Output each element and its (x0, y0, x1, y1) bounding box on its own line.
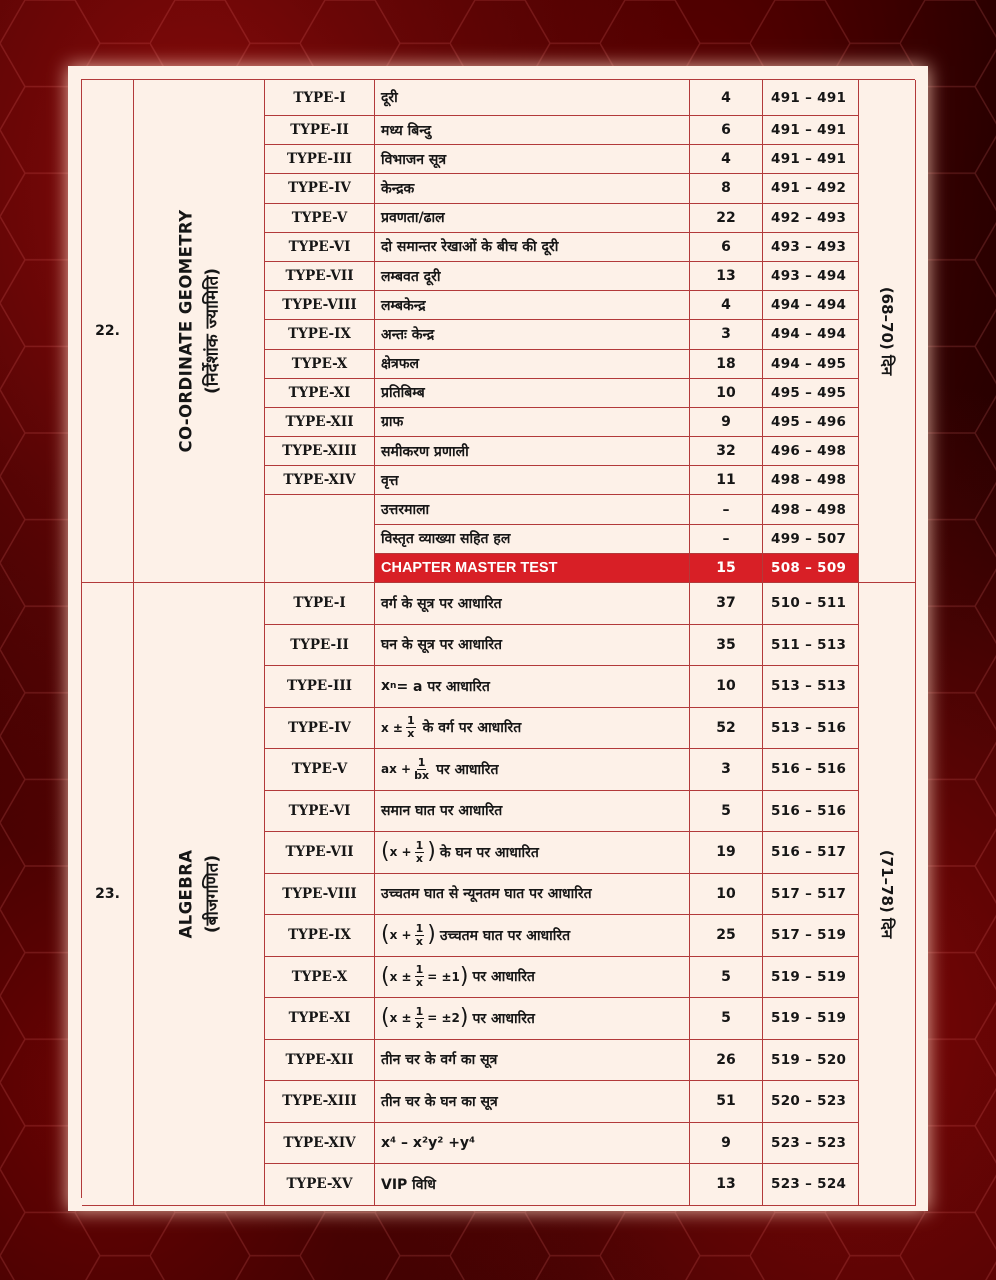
topic-description: प्रवणता/ढाल (375, 204, 690, 233)
topic-description: केन्द्रक (375, 174, 690, 203)
question-count: 3 (690, 749, 763, 791)
chapter-days: (68–70) दिन (859, 80, 916, 583)
math-expression: ( x + $\frac{1}{x}$ ) (381, 921, 436, 948)
type-label: TYPE-XV (265, 1164, 375, 1206)
topic-description: विस्तृत व्याख्या सहित हल (375, 525, 690, 554)
page-range: 516 – 516 (763, 749, 859, 791)
topic-description: समीकरण प्रणाली (375, 437, 690, 466)
math-expression: ( x ± $\frac{1}{x}$ = ±2 ) (381, 1004, 469, 1031)
type-label: TYPE-VII (265, 832, 375, 874)
page-range: 491 – 491 (763, 80, 859, 116)
page-range: 495 – 496 (763, 408, 859, 437)
type-label: TYPE-X (265, 350, 375, 379)
topic-description: ax + $\frac{1}{bx}$ पर आधारित (375, 749, 690, 791)
topic-description: वृत्त (375, 466, 690, 495)
page-range: 495 – 495 (763, 379, 859, 408)
type-label: TYPE-X (265, 957, 375, 999)
question-count: 6 (690, 233, 763, 262)
type-label: TYPE-V (265, 749, 375, 791)
question-count: 5 (690, 957, 763, 999)
question-count: 18 (690, 350, 763, 379)
question-count: 6 (690, 116, 763, 145)
topic-description: x⁴ – x²y² +y⁴ (375, 1123, 690, 1165)
page-range: 517 – 517 (763, 874, 859, 916)
page-range: 491 – 492 (763, 174, 859, 203)
page-range: 496 – 498 (763, 437, 859, 466)
type-label: TYPE-IX (265, 320, 375, 349)
type-label: TYPE-III (265, 666, 375, 708)
topic-description: तीन चर के घन का सूत्र (375, 1081, 690, 1123)
page-range: 499 – 507 (763, 525, 859, 554)
page-range: 493 – 493 (763, 233, 859, 262)
topic-description: दो समान्तर रेखाओं के बीच की दूरी (375, 233, 690, 262)
page-range: 517 – 519 (763, 915, 859, 957)
chapter-title-en: ALGEBRA (175, 849, 195, 939)
type-label: TYPE-XI (265, 379, 375, 408)
question-count: 5 (690, 998, 763, 1040)
page-range: 498 – 498 (763, 495, 859, 524)
question-count: 51 (690, 1081, 763, 1123)
question-count: 10 (690, 874, 763, 916)
type-label: TYPE-VII (265, 262, 375, 291)
topic-description: तीन चर के वर्ग का सूत्र (375, 1040, 690, 1082)
question-count: 22 (690, 204, 763, 233)
type-label: TYPE-I (265, 583, 375, 625)
page-range: 493 – 494 (763, 262, 859, 291)
topic-description: समान घात पर आधारित (375, 791, 690, 833)
topic-description: प्रतिबिम्ब (375, 379, 690, 408)
type-label: TYPE-XI (265, 998, 375, 1040)
topic-description: क्षेत्रफल (375, 350, 690, 379)
question-count: 13 (690, 262, 763, 291)
page-range: 516 – 517 (763, 832, 859, 874)
question-count: – (690, 495, 763, 524)
topic-description: लम्बवत दूरी (375, 262, 690, 291)
chapter-title (134, 583, 265, 1206)
page-range: 523 – 524 (763, 1164, 859, 1206)
type-label: TYPE-XII (265, 1040, 375, 1082)
question-count: 10 (690, 666, 763, 708)
type-label: TYPE-IV (265, 174, 375, 203)
math-expression: ax + $\frac{1}{bx}$ (381, 755, 430, 782)
question-count: 25 (690, 915, 763, 957)
topic-description: विभाजन सूत्र (375, 145, 690, 174)
chapter-number: 23. (82, 583, 134, 1206)
type-label: TYPE-II (265, 116, 375, 145)
topic-description: ( x ± $\frac{1}{x}$ = ±2 ) पर आधारित (375, 998, 690, 1040)
topic-description: अन्तः केन्द्र (375, 320, 690, 349)
question-count: 37 (690, 583, 763, 625)
question-count: 9 (690, 408, 763, 437)
question-count: 11 (690, 466, 763, 495)
type-label: TYPE-XIV (265, 1123, 375, 1165)
type-label: TYPE-IX (265, 915, 375, 957)
chapter-title-hi: (बीजगणित) (201, 854, 222, 933)
page-range: 510 – 511 (763, 583, 859, 625)
topic-description: CHAPTER MASTER TEST (375, 554, 690, 583)
type-label: TYPE-XIII (265, 437, 375, 466)
type-label: TYPE-IV (265, 708, 375, 750)
math-expression: ( x + $\frac{1}{x}$ ) (381, 838, 436, 865)
question-count: 13 (690, 1164, 763, 1206)
topic-description: ( x + $\frac{1}{x}$ ) उच्चतम घात पर आधारित (375, 915, 690, 957)
page-range: 498 – 498 (763, 466, 859, 495)
page-range: 492 – 493 (763, 204, 859, 233)
page-range: 491 – 491 (763, 145, 859, 174)
question-count: 4 (690, 80, 763, 116)
topic-description: x ± $\frac{1}{x}$ के वर्ग पर आधारित (375, 708, 690, 750)
chapter-number: 22. (82, 80, 134, 583)
page-range: 513 – 516 (763, 708, 859, 750)
math-expression: x ± $\frac{1}{x}$ (381, 714, 415, 741)
question-count: 3 (690, 320, 763, 349)
topic-description: लम्बकेन्द्र (375, 291, 690, 320)
page-range: 520 – 523 (763, 1081, 859, 1123)
topic-description: उत्तरमाला (375, 495, 690, 524)
chapter-days: (71–78) दिन (859, 583, 916, 1206)
type-label: TYPE-II (265, 625, 375, 667)
type-label: TYPE-VI (265, 233, 375, 262)
question-count: 52 (690, 708, 763, 750)
topic-description: ग्राफ (375, 408, 690, 437)
topic-description: दूरी (375, 80, 690, 116)
topic-description: उच्चतम घात से न्यूनतम घात पर आधारित (375, 874, 690, 916)
type-label: TYPE-III (265, 145, 375, 174)
topic-description: x n = a पर आधारित (375, 666, 690, 708)
question-count: 15 (690, 554, 763, 583)
page-range: 494 – 494 (763, 320, 859, 349)
type-label: TYPE-VIII (265, 874, 375, 916)
page-range: 511 – 513 (763, 625, 859, 667)
math-expression: ( x ± $\frac{1}{x}$ = ±1 ) (381, 963, 469, 990)
question-count: 5 (690, 791, 763, 833)
question-count: – (690, 525, 763, 554)
question-count: 35 (690, 625, 763, 667)
page-range: 519 – 519 (763, 957, 859, 999)
page-range: 523 – 523 (763, 1123, 859, 1165)
topic-description: ( x ± $\frac{1}{x}$ = ±1 ) पर आधारित (375, 957, 690, 999)
type-label: TYPE-XII (265, 408, 375, 437)
topic-description: वर्ग के सूत्र पर आधारित (375, 583, 690, 625)
chapter-title (134, 80, 265, 583)
question-count: 32 (690, 437, 763, 466)
type-label: TYPE-XIII (265, 1081, 375, 1123)
type-label: TYPE-VI (265, 791, 375, 833)
question-count: 4 (690, 291, 763, 320)
question-count: 9 (690, 1123, 763, 1165)
type-cell-empty (265, 495, 375, 583)
type-label: TYPE-VIII (265, 291, 375, 320)
type-label: TYPE-XIV (265, 466, 375, 495)
page-range: 513 – 513 (763, 666, 859, 708)
page-range: 508 – 509 (763, 554, 859, 583)
type-label: TYPE-V (265, 204, 375, 233)
page-range: 494 – 494 (763, 291, 859, 320)
contents-table (81, 79, 915, 1198)
topic-description: घन के सूत्र पर आधारित (375, 625, 690, 667)
question-count: 26 (690, 1040, 763, 1082)
chapter-title-hi: (निर्देशांक ज्यामिति) (202, 268, 222, 394)
question-count: 4 (690, 145, 763, 174)
type-label: TYPE-I (265, 80, 375, 116)
topic-description: VIP विधि (375, 1164, 690, 1206)
question-count: 10 (690, 379, 763, 408)
topic-description: मध्य बिन्दु (375, 116, 690, 145)
table-sheet (68, 66, 928, 1211)
page-range: 519 – 519 (763, 998, 859, 1040)
page-range: 494 – 495 (763, 350, 859, 379)
topic-description: ( x + $\frac{1}{x}$ ) के घन पर आधारित (375, 832, 690, 874)
chapter-title-en: CO-ORDINATE GEOMETRY (176, 209, 195, 453)
page-range: 516 – 516 (763, 791, 859, 833)
question-count: 19 (690, 832, 763, 874)
page-range: 519 – 520 (763, 1040, 859, 1082)
page-range: 491 – 491 (763, 116, 859, 145)
question-count: 8 (690, 174, 763, 203)
